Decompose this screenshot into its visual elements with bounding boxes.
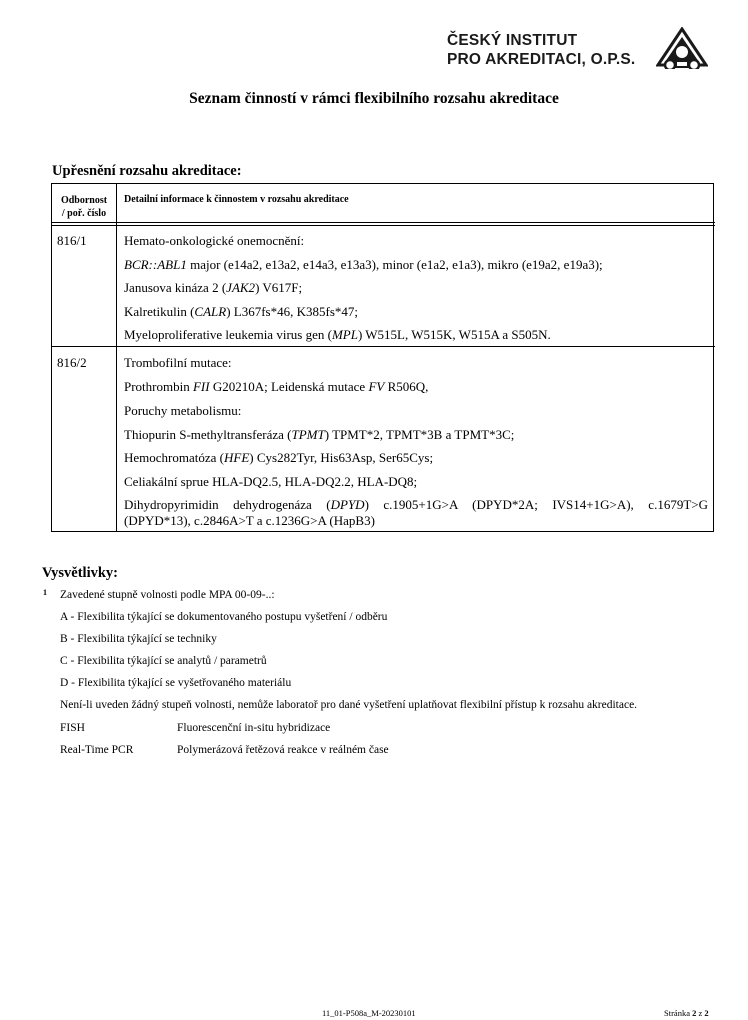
org-name-line1: ČESKÝ INSTITUT — [447, 32, 578, 49]
row1-mpl: Myeloproliferative leukemia virus gen (MPL) W515L, W515K, W515A a S505N. — [124, 327, 551, 342]
notes-title: Vysvětlivky: — [42, 565, 118, 581]
table-row-divider — [51, 346, 715, 347]
section-title: Upřesnění rozsahu akreditace: — [52, 163, 242, 179]
row2-hfe: Hemochromatóza (HFE) Cys282Tyr, His63Asp, Ser65Cys; — [124, 450, 434, 465]
row2-heading: Trombofilní mutace: — [124, 355, 232, 370]
abbr-def-fish: Fluorescenční in-situ hybridizace — [177, 722, 331, 734]
row1-calr: Kalretikulin (CALR) L367fs*46, K385fs*47; — [124, 304, 358, 319]
table-header-details: Detailní informace k činnostem v rozsahu akreditace — [124, 194, 349, 205]
row2-hla: Celiakální sprue HLA-DQ2.5, HLA-DQ2.2, HLA-DQ8; — [124, 474, 418, 489]
footer-doc-code: 11_01-P508a_M-20230101 — [322, 1008, 416, 1018]
row1-bcr-abl1: BCR::ABL1 major (e14a2, e13a2, e14a3, e13a3), minor (e1a2, e1a3), mikro (e19a2, e19a3); — [124, 257, 603, 272]
abbr-def-pcr: Polymerázová řetězová reakce v reálném čase — [177, 744, 389, 756]
note-item-b: B - Flexibilita týkající se techniky — [60, 633, 217, 645]
org-name — [447, 31, 635, 69]
row1-heading: Hemato-onkologické onemocnění: — [124, 233, 305, 248]
note-no-flex: Není-li uveden žádný stupeň volnosti, nemůže laboratoř pro dané vyšetření uplatňovat flexibilní přístup k rozsahu akreditace. — [60, 699, 638, 711]
page-title: Seznam činností v rámci flexibilního rozsahu akreditace — [189, 90, 559, 107]
row2-dpyd-line2: (DPYD*13), c.2846A>T a c.1236G>A (HapB3) — [124, 513, 375, 528]
row-code-816-1: 816/1 — [57, 233, 87, 248]
note-item-c: C - Flexibilita týkající se analytů / parametrů — [60, 655, 267, 667]
row2-metabolism-heading: Poruchy metabolismu: — [124, 403, 242, 418]
cia-logo-icon — [656, 27, 708, 69]
table-header-divider-double — [51, 225, 715, 226]
footnote-mark: 1 — [43, 588, 47, 597]
table-header-code: Odbornost / poř. číslo — [60, 195, 108, 219]
note-item-a: A - Flexibilita týkající se dokumentovaného postupu vyšetření / odběru — [60, 611, 388, 623]
footer-page-number: Stránka 2 z 2 — [664, 1008, 709, 1018]
abbr-term-pcr: Real-Time PCR — [60, 744, 134, 756]
row2-tpmt: Thiopurin S-methyltransferáza (TPMT) TPMT*2, TPMT*3B a TPMT*3C; — [124, 427, 515, 442]
row2-prothrombin: Prothrombin FII G20210A; Leidenská mutace FV R506Q, — [124, 379, 429, 394]
org-name-line2: PRO AKREDITACI, O.P.S. — [447, 51, 636, 68]
row-code-816-2: 816/2 — [57, 355, 87, 370]
abbr-term-fish: FISH — [60, 722, 85, 734]
row2-dpyd-line1: Dihydropyrimidin dehydrogenáza (DPYD) c.1905+1G>A (DPYD*2A; IVS14+1G>A), c.1679T>G — [124, 497, 708, 512]
table-column-divider — [116, 183, 117, 532]
notes-intro: Zavedené stupně volnosti podle MPA 00-09-..: — [60, 589, 275, 601]
table-header-divider — [51, 222, 715, 223]
row1-jak2: Janusova kináza 2 (JAK2) V617F; — [124, 280, 303, 295]
note-item-d: D - Flexibilita týkající se vyšetřovaného materiálu — [60, 677, 292, 689]
